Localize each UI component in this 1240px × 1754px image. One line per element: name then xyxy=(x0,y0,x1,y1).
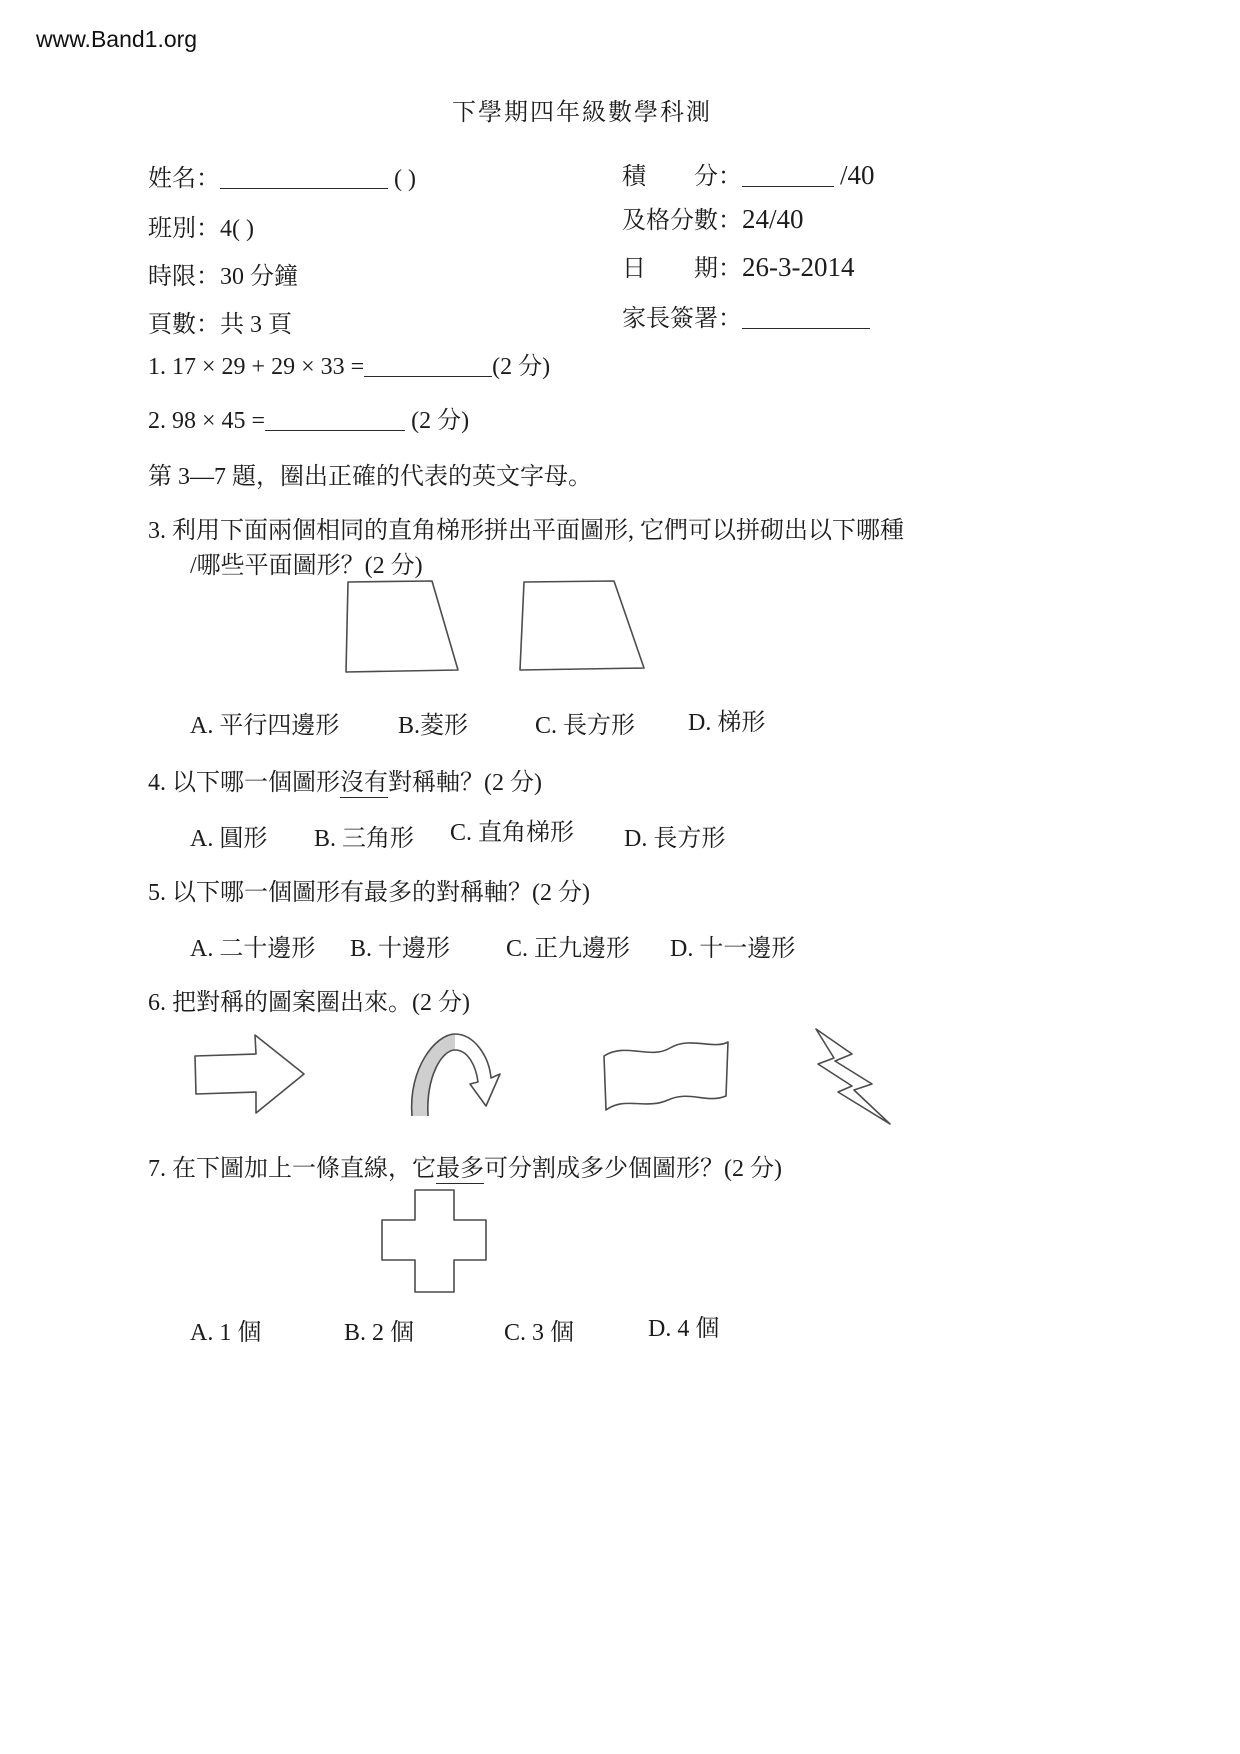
time-value: 30 分鐘 xyxy=(220,264,298,290)
block-arrow-shape xyxy=(192,1032,308,1116)
trapezoid-left-shape xyxy=(340,578,464,676)
q7-option-d: D. 4 個 xyxy=(648,1316,720,1342)
q3-option-d: D. 梯形 xyxy=(688,710,766,736)
plus-cross-shape xyxy=(378,1186,490,1296)
pass-value: 24/40 xyxy=(742,204,804,234)
name-paren: ( ) xyxy=(394,166,416,192)
q4-option-d: D. 長方形 xyxy=(624,826,726,852)
question-6: 6. 把對稱的圖案圈出來。(2 分) xyxy=(148,990,470,1016)
name-row xyxy=(148,158,416,193)
question-5: 5. 以下哪一個圖形有最多的對稱軸？(2 分) xyxy=(148,880,590,906)
question-3-line1: 3. 利用下面兩個相同的直角梯形拼出平面圖形, 它們可以拼砌出以下哪種 xyxy=(148,518,904,544)
q3-option-b: B.菱形 xyxy=(398,713,469,739)
q4-suffix: 對稱軸？(2 分) xyxy=(388,770,542,796)
q4-option-b: B. 三角形 xyxy=(314,826,415,852)
sign-label: 家長簽署： xyxy=(622,306,742,332)
section-instruction: 第 3—7 題，圈出正確的代表的英文字母。 xyxy=(148,464,592,490)
q1-text: 1. 17 × 29 + 29 × 33 = xyxy=(148,354,365,380)
sign-row xyxy=(622,298,870,333)
class-row xyxy=(148,208,254,243)
q1-answer-blank xyxy=(364,351,492,377)
question-4 xyxy=(148,762,542,797)
time-row xyxy=(148,256,298,291)
score-label: 積 分： xyxy=(622,164,742,190)
class-value: 4( ) xyxy=(220,216,254,242)
q5-option-b: B. 十邊形 xyxy=(350,936,451,962)
date-value: 26-3-2014 xyxy=(742,252,855,282)
score-blank xyxy=(742,161,834,187)
date-label: 日 期： xyxy=(622,256,742,282)
pages-label: 頁數： xyxy=(148,312,220,338)
pass-label: 及格分數： xyxy=(622,208,742,234)
sign-blank xyxy=(742,303,870,329)
q5-option-c: C. 正九邊形 xyxy=(506,936,631,962)
page-title: 下學期四年級數學科測 xyxy=(452,100,712,126)
score-row xyxy=(622,156,875,191)
q4-prefix: 4. 以下哪一個圖形 xyxy=(148,770,340,796)
q7-underlined-word: 最多 xyxy=(436,1156,484,1182)
q3-option-c: C. 長方形 xyxy=(535,713,636,739)
q7-option-c: C. 3 個 xyxy=(504,1320,575,1346)
q7-prefix: 7. 在下圖加上一條直線，它 xyxy=(148,1156,436,1182)
q2-marks: (2 分) xyxy=(411,408,470,434)
name-label: 姓名： xyxy=(148,166,220,192)
q7-option-b: B. 2 個 xyxy=(344,1320,415,1346)
lightning-bolt-shape xyxy=(788,1026,896,1130)
q1-marks: (2 分) xyxy=(492,354,551,380)
q4-option-a: A. 圓形 xyxy=(190,826,268,852)
question-7 xyxy=(148,1148,782,1183)
q5-option-a: A. 二十邊形 xyxy=(190,936,316,962)
question-1 xyxy=(148,346,550,381)
pages-row xyxy=(148,304,292,339)
q5-option-d: D. 十一邊形 xyxy=(670,936,796,962)
q4-option-c: C. 直角梯形 xyxy=(450,820,575,846)
question-2 xyxy=(148,400,469,435)
q7-suffix: 可分割成多少個圖形？(2 分) xyxy=(484,1156,782,1182)
name-blank xyxy=(220,163,388,189)
q2-answer-blank xyxy=(265,405,405,431)
score-value: /40 xyxy=(840,160,875,190)
flag-shape xyxy=(598,1038,734,1120)
class-label: 班別： xyxy=(148,216,220,242)
arc-arrow-shape xyxy=(398,1024,516,1128)
q7-option-a: A. 1 個 xyxy=(190,1320,262,1346)
q4-underlined-word: 沒有 xyxy=(340,770,388,796)
date-row xyxy=(622,248,854,283)
question-3-line2: /哪些平面圖形？(2 分) xyxy=(190,553,423,579)
pass-row xyxy=(622,200,804,235)
site-watermark: www.Band1.org xyxy=(36,26,198,52)
q3-option-a: A. 平行四邊形 xyxy=(190,713,340,739)
pages-value: 共 3 頁 xyxy=(220,312,292,338)
time-label: 時限： xyxy=(148,264,220,290)
q2-text: 2. 98 × 45 = xyxy=(148,408,266,434)
trapezoid-right-shape xyxy=(518,578,650,674)
